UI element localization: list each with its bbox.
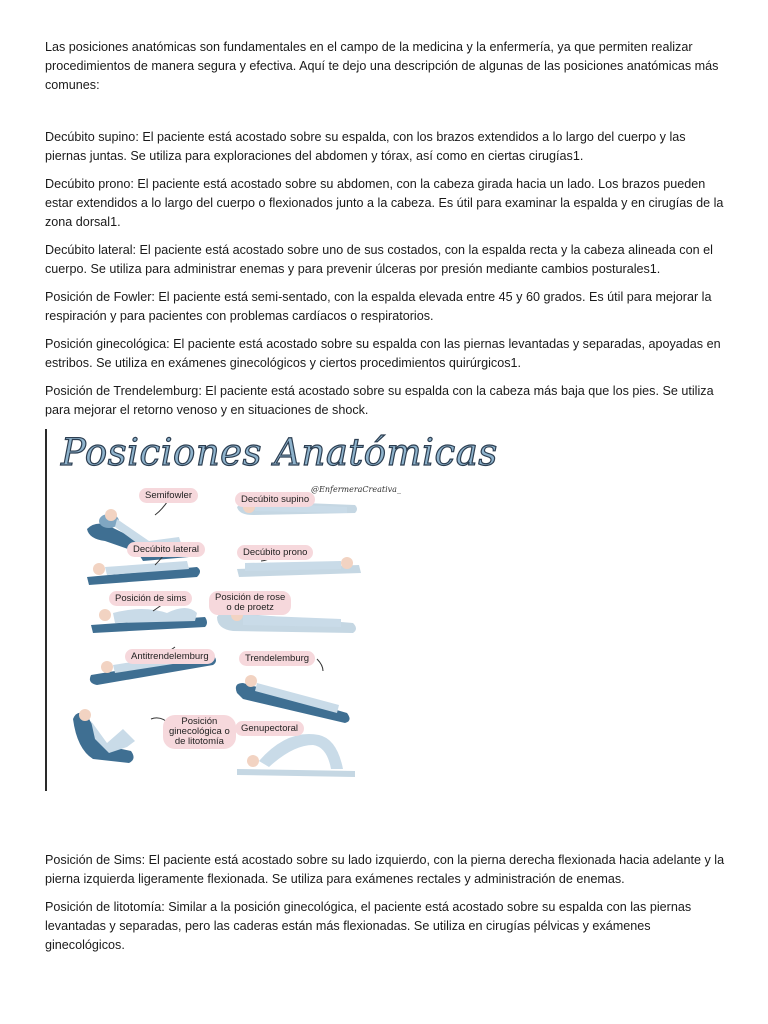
genupectoral-figure bbox=[237, 734, 355, 777]
lateral-figure bbox=[87, 561, 200, 585]
label-posicion-sims: Posición de sims bbox=[109, 591, 192, 606]
ginecologica-figure bbox=[73, 709, 135, 763]
label-rose-line2: o de proetz bbox=[226, 602, 274, 613]
label-semifowler: Semifowler bbox=[139, 488, 198, 503]
paragraph-sims: Posición de Sims: El paciente está acostado sobre su lado izquierdo, con la pierna derecha flexionada hacia adelante y la pierna izquierda ligeramente flexionada. Se utiliza para exámenes rectales y administración de enemas. bbox=[45, 853, 725, 886]
label-gineco-line1: Posición bbox=[181, 716, 218, 727]
illustration-title: Posiciones Anatómicas bbox=[61, 431, 498, 474]
document-page bbox=[45, 38, 725, 964]
paragraph-decubito-supino: Decúbito supino: El paciente está acostado sobre su espalda, con los brazos extendidos a lo largo del cuerpo y las piernas juntas. Se utiliza para exploraciones del abdomen y tórax, así como en ciertas cirugías1. bbox=[45, 130, 686, 163]
label-decubito-prono: Decúbito prono bbox=[237, 545, 313, 560]
paragraph-decubito-prono: Decúbito prono: El paciente está acostado sobre su abdomen, con la cabeza girada hacia un lado. Los brazos pueden estar extendidos a lo largo del cuerpo o flexionados junto a la cabeza. Es útil para examinar la espalda y en cirugías de la zona dorsal1. bbox=[45, 177, 724, 229]
paragraph-ginecologica: Posición ginecológica: El paciente está acostado sobre su espalda con las piernas levantadas y separadas, apoyadas en estribos. Se utiliza en exámenes ginecológicos y ciertos procedimientos quirúrgicos1. bbox=[45, 337, 721, 370]
prono-figure bbox=[237, 557, 361, 577]
label-posicion-rose bbox=[209, 591, 291, 615]
paragraph-trendelemburg: Posición de Trendelemburg: El paciente está acostado sobre su espalda con la cabeza más baja que los pies. Se utiliza para mejorar el retorno venoso y en situaciones de shock. bbox=[45, 384, 714, 417]
label-rose-line1: Posición de rose bbox=[215, 592, 286, 603]
paragraph-litotomia: Posición de litotomía: Similar a la posición ginecológica, el paciente está acostado sobre su espalda con las piernas levantadas y separadas, pero las caderas están más flexionadas. Se utiliza en cirugías pélvicas y exámenes ginecológicos. bbox=[45, 900, 692, 952]
anatomical-positions-illustration bbox=[45, 429, 498, 791]
label-trendelemburg: Trendelemburg bbox=[239, 651, 315, 666]
paragraph-decubito-lateral: Decúbito lateral: El paciente está acostado sobre uno de sus costados, con la espalda recta y la cabeza alineada con el cuerpo. Se utiliza para administrar enemas y para prevenir úlceras por presión mediante cambios posturales1. bbox=[45, 243, 713, 276]
label-antitrendelemburg: Antitrendelemburg bbox=[125, 649, 215, 664]
intro-paragraph: Las posiciones anatómicas son fundamentales en el campo de la medicina y la enfermería, ya que permiten realizar procedimientos de manera segura y efectiva. Aquí te dejo una descripción de algunas de las posiciones anatómicas más comunes: bbox=[45, 40, 719, 92]
label-decubito-lateral: Decúbito lateral bbox=[127, 542, 205, 557]
label-gineco-line3: de litotomía bbox=[174, 736, 224, 747]
trendelemburg-figure bbox=[236, 675, 350, 723]
sims-figure bbox=[91, 608, 207, 633]
author-handle: @EnfermeraCreativa_ bbox=[311, 485, 401, 494]
label-decubito-supino: Decúbito supino bbox=[235, 492, 315, 507]
label-ginecologica bbox=[163, 715, 236, 749]
label-genupectoral: Genupectoral bbox=[235, 721, 304, 736]
paragraph-fowler: Posición de Fowler: El paciente está semi-sentado, con la espalda elevada entre 45 y 60 grados. Es útil para mejorar la respiración y para pacientes con problemas cardíacos o respiratorios. bbox=[45, 290, 712, 323]
label-gineco-line2: ginecológica o bbox=[169, 726, 230, 737]
